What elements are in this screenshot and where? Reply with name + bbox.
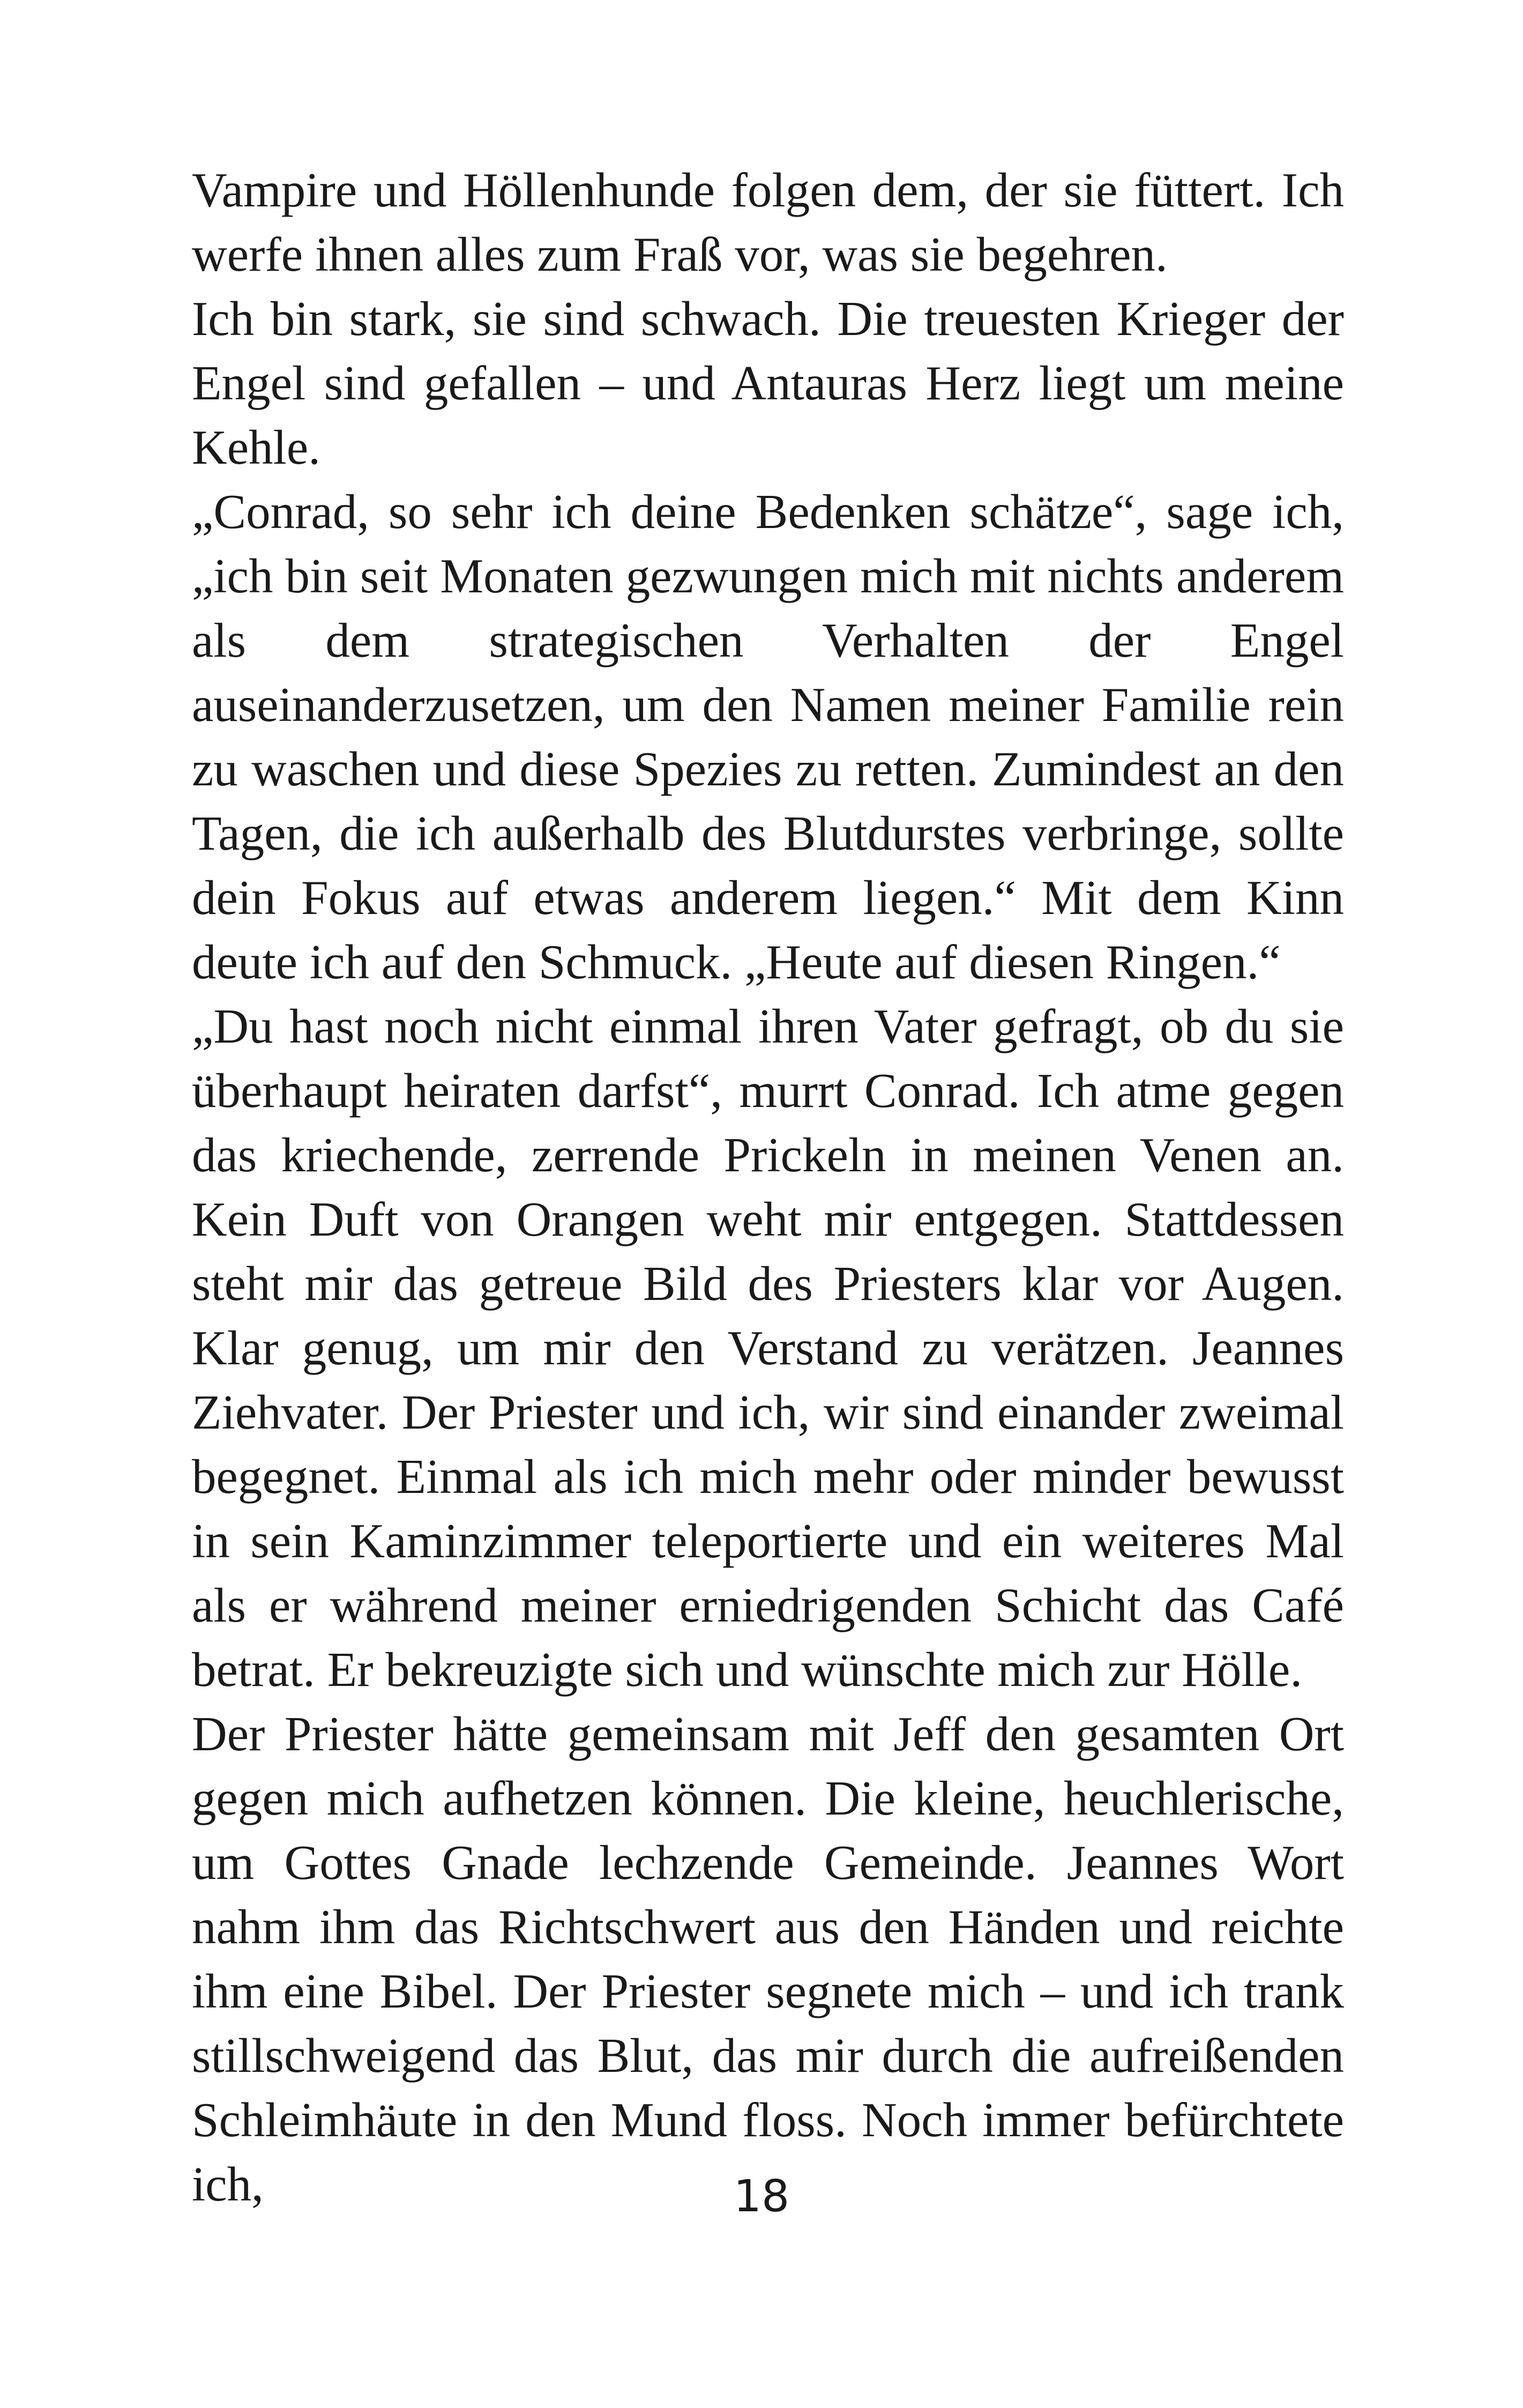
paragraph-4: „Du hast noch nicht einmal ihren Vater gefragt, ob du sie überhaupt heiraten darfst“, murrt Conrad. Ich atme gegen das kriechende, zerrende Prickeln in meinen Venen an. Kein Duft von Orangen weht mir entgegen. Stattdessen steht mir das getreue Bild des Priesters klar vor Augen. Klar genug, um mir den Verstand zu verätzen. Jeannes Ziehvater. Der Priester und ich, wir sind einander zweimal begegnet. Einmal als ich mich mehr oder minder bewusst in sein Kaminzimmer teleportierte und ein weiteres Mal als er während meiner erniedrigenden Schicht das Café betrat. Er bekreuzigte sich und wünschte mich zur Hölle. <box>192 999 1344 1697</box>
paragraph-3: „Conrad, so sehr ich deine Bedenken schätze“, sage ich, „ich bin seit Monaten gezwungen mich mit nichts anderem als dem strategischen Verhalten der Engel auseinanderzusetzen, um den Namen meiner Familie rein zu waschen und diese Spezies zu retten. Zumindest an den Tagen, die ich außerhalb des Blutdurstes verbringe, sollte dein Fokus auf etwas anderem liegen.“ Mit dem Kinn deute ich auf den Schmuck. „Heute auf diesen Ringen.“ <box>192 485 1344 989</box>
paragraph-1: Vampire und Höllenhunde folgen dem, der sie füttert. Ich werfe ihnen alles zum Fraß vor, was sie begehren. <box>192 163 1344 281</box>
paragraph-5: Der Priester hätte gemeinsam mit Jeff den gesamten Ort gegen mich aufhetzen können. Die kleine, heuchlerische, um Gottes Gnade lechzende Gemeinde. Jeannes Wort nahm ihm das Richtschwert aus den Händen und reichte ihm eine Bibel. Der Priester segnete mich – und ich trank stillschweigend das Blut, das mir durch die aufreißenden Schleimhäute in den Mund floss. Noch immer befürchtete ich, <box>192 1707 1344 2211</box>
body-text <box>192 158 1344 2217</box>
paragraph-2: Ich bin stark, sie sind schwach. Die treuesten Krieger der Engel sind gefallen – und Antauras Herz liegt um meine Kehle. <box>192 292 1344 474</box>
page-number: 18 <box>733 2171 790 2222</box>
